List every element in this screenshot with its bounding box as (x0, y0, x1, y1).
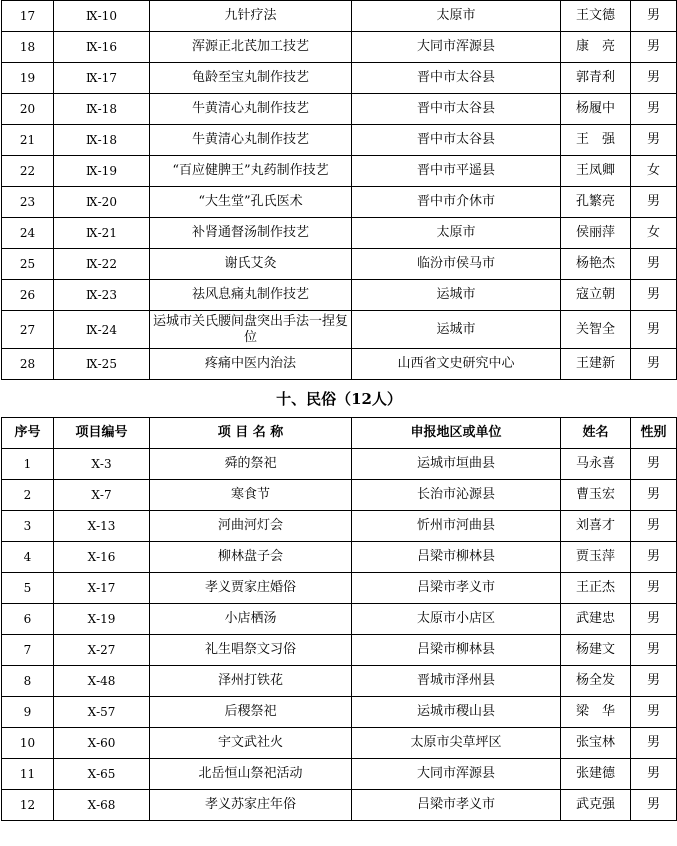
cell-region: 太原市 (352, 218, 561, 249)
table-row (2, 449, 677, 480)
cell-name: 疼痛中医内治法 (150, 349, 352, 380)
cell-no: 20 (2, 94, 54, 125)
cell-name: “百应健脾王”丸药制作技艺 (150, 156, 352, 187)
table-row (2, 573, 677, 604)
cell-region: 运城市垣曲县 (352, 449, 561, 480)
cell-region: 晋中市介休市 (352, 187, 561, 218)
cell-gender: 男 (631, 449, 677, 480)
cell-code: Ⅸ-19 (54, 156, 150, 187)
cell-gender: 男 (631, 480, 677, 511)
cell-code: Ⅹ-19 (54, 604, 150, 635)
cell-gender: 男 (631, 125, 677, 156)
cell-gender: 男 (631, 94, 677, 125)
cell-person: 刘喜才 (561, 511, 631, 542)
cell-no: 27 (2, 311, 54, 349)
section-title: 十、民俗（12人） (2, 380, 677, 418)
cell-gender: 女 (631, 218, 677, 249)
cell-name: 龟龄至宝丸制作技艺 (150, 63, 352, 94)
cell-code: Ⅹ-65 (54, 759, 150, 790)
cell-name: 九针疗法 (150, 1, 352, 32)
cell-code: Ⅹ-13 (54, 511, 150, 542)
cell-person: 孔繁亮 (561, 187, 631, 218)
table-row (2, 125, 677, 156)
cell-person: 张建德 (561, 759, 631, 790)
table-row (2, 728, 677, 759)
cell-code: Ⅸ-17 (54, 63, 150, 94)
cell-gender: 男 (631, 573, 677, 604)
cell-code: Ⅹ-16 (54, 542, 150, 573)
header-name: 项 目 名 称 (150, 418, 352, 449)
cell-region: 太原市小店区 (352, 604, 561, 635)
cell-no: 18 (2, 32, 54, 63)
cell-no: 1 (2, 449, 54, 480)
table-row (2, 280, 677, 311)
cell-region: 吕梁市柳林县 (352, 542, 561, 573)
cell-no: 26 (2, 280, 54, 311)
cell-no: 5 (2, 573, 54, 604)
cell-no: 19 (2, 63, 54, 94)
cell-region: 运城市稷山县 (352, 697, 561, 728)
cell-region: 晋中市太谷县 (352, 125, 561, 156)
table-row (2, 790, 677, 821)
cell-no: 9 (2, 697, 54, 728)
cell-person: 杨艳杰 (561, 249, 631, 280)
cell-person: 武建忠 (561, 604, 631, 635)
cell-person: 张宝林 (561, 728, 631, 759)
cell-no: 12 (2, 790, 54, 821)
cell-name: 孝义苏家庄年俗 (150, 790, 352, 821)
cell-code: Ⅸ-16 (54, 32, 150, 63)
table-row (2, 480, 677, 511)
cell-gender: 男 (631, 759, 677, 790)
cell-code: Ⅹ-60 (54, 728, 150, 759)
cell-person: 马永喜 (561, 449, 631, 480)
cell-person: 郭青利 (561, 63, 631, 94)
cell-name: 河曲河灯会 (150, 511, 352, 542)
header-gender: 性别 (631, 418, 677, 449)
cell-no: 4 (2, 542, 54, 573)
cell-code: Ⅹ-7 (54, 480, 150, 511)
cell-person: 寇立朝 (561, 280, 631, 311)
cell-name: 浑源正北芪加工技艺 (150, 32, 352, 63)
table-row (2, 218, 677, 249)
cell-gender: 男 (631, 790, 677, 821)
cell-gender: 男 (631, 635, 677, 666)
cell-code: Ⅸ-18 (54, 94, 150, 125)
cell-gender: 男 (631, 311, 677, 349)
table-row (2, 156, 677, 187)
cell-code: Ⅸ-24 (54, 311, 150, 349)
cell-person: 侯丽萍 (561, 218, 631, 249)
cell-region: 太原市 (352, 1, 561, 32)
header-row (2, 418, 677, 449)
cell-code: Ⅸ-18 (54, 125, 150, 156)
cell-code: Ⅸ-20 (54, 187, 150, 218)
cell-code: Ⅹ-27 (54, 635, 150, 666)
cell-name: 寒食节 (150, 480, 352, 511)
table-row (2, 349, 677, 380)
cell-name: 补肾通督汤制作技艺 (150, 218, 352, 249)
cell-code: Ⅸ-10 (54, 1, 150, 32)
cell-no: 7 (2, 635, 54, 666)
cell-name: 运城市关氏腰间盘突出手法一捏复位 (150, 311, 352, 349)
cell-no: 6 (2, 604, 54, 635)
cell-name: 泽州打铁花 (150, 666, 352, 697)
table-row (2, 635, 677, 666)
cell-no: 2 (2, 480, 54, 511)
cell-name: “大生堂”孔氏医术 (150, 187, 352, 218)
cell-gender: 女 (631, 156, 677, 187)
cell-no: 8 (2, 666, 54, 697)
cell-gender: 男 (631, 280, 677, 311)
cell-no: 24 (2, 218, 54, 249)
cell-region: 晋中市太谷县 (352, 63, 561, 94)
cell-region: 临汾市侯马市 (352, 249, 561, 280)
table-row (2, 604, 677, 635)
cell-name: 舜的祭祀 (150, 449, 352, 480)
cell-gender: 男 (631, 604, 677, 635)
table-row (2, 511, 677, 542)
cell-region: 晋中市平遥县 (352, 156, 561, 187)
cell-person: 武克强 (561, 790, 631, 821)
cell-code: Ⅸ-25 (54, 349, 150, 380)
cell-gender: 男 (631, 187, 677, 218)
cell-person: 王建新 (561, 349, 631, 380)
table-row (2, 666, 677, 697)
cell-no: 10 (2, 728, 54, 759)
cell-code: Ⅹ-57 (54, 697, 150, 728)
cell-name: 牛黄清心丸制作技艺 (150, 125, 352, 156)
cell-code: Ⅹ-17 (54, 573, 150, 604)
table-row (2, 759, 677, 790)
cell-name: 小店栖汤 (150, 604, 352, 635)
table-row (2, 697, 677, 728)
cell-no: 22 (2, 156, 54, 187)
cell-gender: 男 (631, 32, 677, 63)
cell-no: 17 (2, 1, 54, 32)
cell-person: 王凤卿 (561, 156, 631, 187)
cell-no: 3 (2, 511, 54, 542)
cell-gender: 男 (631, 349, 677, 380)
cell-no: 28 (2, 349, 54, 380)
cell-person: 贾玉萍 (561, 542, 631, 573)
cell-region: 太原市尖草坪区 (352, 728, 561, 759)
cell-region: 吕梁市孝义市 (352, 573, 561, 604)
table-row (2, 32, 677, 63)
cell-name: 北岳恒山祭祀活动 (150, 759, 352, 790)
cell-region: 晋城市泽州县 (352, 666, 561, 697)
cell-region: 忻州市河曲县 (352, 511, 561, 542)
header-no: 序号 (2, 418, 54, 449)
cell-gender: 男 (631, 697, 677, 728)
cell-no: 25 (2, 249, 54, 280)
cell-name: 柳林盘子会 (150, 542, 352, 573)
table-row (2, 94, 677, 125)
cell-region: 长治市沁源县 (352, 480, 561, 511)
cell-code: Ⅸ-22 (54, 249, 150, 280)
table-row (2, 1, 677, 32)
cell-person: 关智全 (561, 311, 631, 349)
cell-region: 运城市 (352, 311, 561, 349)
cell-no: 23 (2, 187, 54, 218)
cell-name: 宇文武社火 (150, 728, 352, 759)
cell-name: 谢氏艾灸 (150, 249, 352, 280)
cell-gender: 男 (631, 249, 677, 280)
cell-region: 大同市浑源县 (352, 759, 561, 790)
cell-code: Ⅹ-3 (54, 449, 150, 480)
cell-region: 晋中市太谷县 (352, 94, 561, 125)
cell-name: 祛风息痛丸制作技艺 (150, 280, 352, 311)
cell-code: Ⅸ-21 (54, 218, 150, 249)
cell-code: Ⅹ-48 (54, 666, 150, 697)
table-row (2, 542, 677, 573)
cell-region: 吕梁市孝义市 (352, 790, 561, 821)
cell-code: Ⅹ-68 (54, 790, 150, 821)
cell-region: 运城市 (352, 280, 561, 311)
cell-person: 王文德 (561, 1, 631, 32)
cell-no: 21 (2, 125, 54, 156)
cell-region: 大同市浑源县 (352, 32, 561, 63)
cell-region: 山西省文史研究中心 (352, 349, 561, 380)
cell-person: 杨建文 (561, 635, 631, 666)
cell-person: 王 强 (561, 125, 631, 156)
cell-name: 孝义贾家庄婚俗 (150, 573, 352, 604)
cell-no: 11 (2, 759, 54, 790)
section-title-row (2, 380, 677, 418)
cell-gender: 男 (631, 666, 677, 697)
cell-gender: 男 (631, 1, 677, 32)
header-region: 申报地区或单位 (352, 418, 561, 449)
cell-name: 后稷祭祀 (150, 697, 352, 728)
cell-person: 曹玉宏 (561, 480, 631, 511)
cell-name: 礼生唱祭文习俗 (150, 635, 352, 666)
cell-person: 康 亮 (561, 32, 631, 63)
header-person: 姓名 (561, 418, 631, 449)
cell-gender: 男 (631, 63, 677, 94)
cell-person: 梁 华 (561, 697, 631, 728)
table-row (2, 311, 677, 349)
header-code: 项目编号 (54, 418, 150, 449)
table-row (2, 249, 677, 280)
heritage-table (1, 0, 677, 821)
table-row (2, 63, 677, 94)
cell-gender: 男 (631, 728, 677, 759)
table-row (2, 187, 677, 218)
cell-gender: 男 (631, 542, 677, 573)
cell-gender: 男 (631, 511, 677, 542)
cell-person: 王正杰 (561, 573, 631, 604)
cell-person: 杨履中 (561, 94, 631, 125)
cell-code: Ⅸ-23 (54, 280, 150, 311)
cell-person: 杨全发 (561, 666, 631, 697)
cell-region: 吕梁市柳林县 (352, 635, 561, 666)
cell-name: 牛黄清心丸制作技艺 (150, 94, 352, 125)
